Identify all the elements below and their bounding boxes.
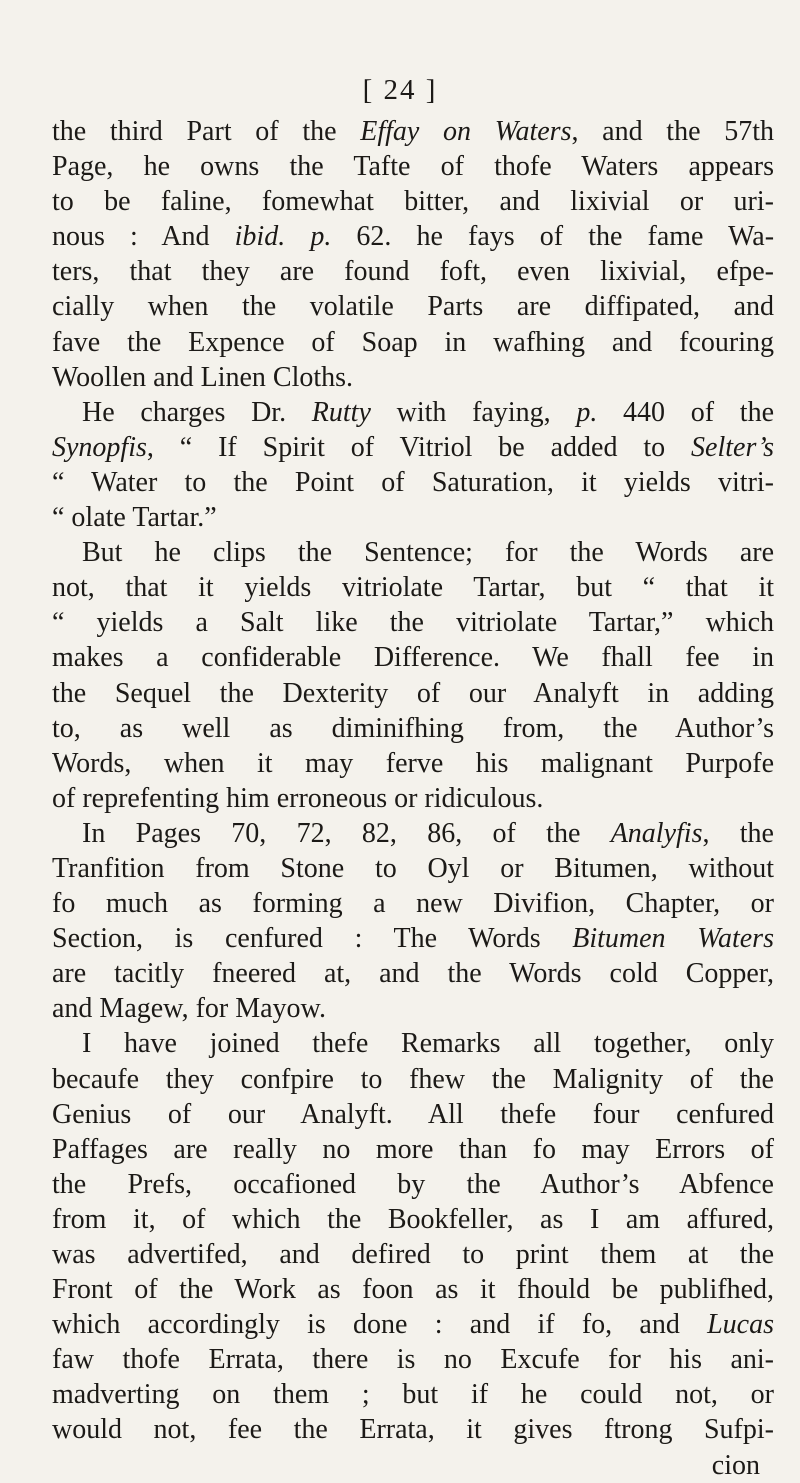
text-segment: Front of the Work as foon as it fhould be publifhed, [52, 1274, 774, 1306]
text-line [52, 1132, 774, 1167]
text-segment: , “ If Spirit of Vitriol be added to [146, 431, 692, 463]
text-segment: Effay on Waters [360, 116, 572, 147]
text-segment: to be faline, fomewhat bitter, and lixivial or uri- [52, 186, 774, 218]
text-segment: and Magew, for Mayow. [52, 993, 326, 1025]
text-line [52, 1097, 774, 1132]
text-segment: In Pages 70, 72, 82, 86, of the [82, 817, 611, 849]
text-line [52, 1062, 774, 1097]
text-segment: But he clips the Sentence; for the Words are [82, 537, 774, 569]
text-line [52, 1272, 774, 1307]
text-segment: madverting on them ; but if he could not, or [52, 1379, 774, 1411]
text-line [52, 1237, 774, 1272]
text-line [52, 781, 774, 816]
text-line [52, 1412, 774, 1447]
text-segment: He charges Dr. [82, 396, 312, 428]
text-line [52, 676, 774, 711]
text-line [52, 1307, 774, 1342]
text-line [52, 570, 774, 605]
text-segment: “ olate Tartar.” [52, 502, 217, 534]
text-segment: fo much as forming a new Divifion, Chapter, or [52, 888, 774, 920]
text-segment: of reprefenting him erroneous or ridiculous. [52, 782, 544, 814]
text-segment: Page, he owns the Tafte of thofe Waters appears [52, 151, 774, 183]
text-line [52, 746, 774, 781]
text-segment: Analyfis [610, 817, 703, 849]
text-segment: p. [576, 396, 598, 428]
text-segment: Woollen and Linen Cloths. [52, 361, 354, 393]
text-segment: with faying, [370, 396, 577, 428]
text-line [52, 816, 774, 851]
text-segment: the Prefs, occafioned by the Author’s Abfence [52, 1168, 774, 1200]
page-number: [ 24 ] [362, 74, 438, 106]
text-line [52, 184, 774, 219]
text-segment: “ Water to the Point of Saturation, it yields vitri- [52, 466, 774, 498]
text-line [52, 289, 774, 324]
text-line [52, 886, 774, 921]
text-segment: , the [702, 817, 774, 849]
text-segment: 440 of the [597, 396, 775, 428]
text-line [52, 149, 774, 184]
text-line [52, 114, 774, 149]
text-line [52, 219, 774, 254]
text-segment: fave the Expence of Soap in wafhing and fcouring [52, 326, 774, 358]
text-line [52, 640, 774, 675]
text-segment: to, as well as diminifhing from, the Author’s [52, 712, 774, 744]
body-text [52, 114, 774, 1483]
text-segment: becaufe they confpire to fhew the Malignity of the [52, 1063, 774, 1095]
text-line [52, 851, 774, 886]
text-line [52, 254, 774, 289]
text-segment: ibid. p. [234, 221, 332, 253]
text-segment: Tranfition from Stone to Oyl or Bitumen, without [52, 852, 774, 884]
text-segment: Lucas [707, 1309, 774, 1341]
text-line [52, 500, 774, 535]
text-segment: cially when the volatile Parts are diffipated, and [52, 291, 774, 323]
text-line [52, 1377, 774, 1412]
text-segment: Bitumen Waters [572, 923, 774, 955]
text-segment: Rutty [311, 396, 371, 428]
text-segment: the Sequel the Dexterity of our Analyft in adding [52, 677, 774, 709]
text-segment: I have joined thefe Remarks all together, only [82, 1028, 774, 1060]
text-line [52, 395, 774, 430]
text-segment: from it, of which the Bookfeller, as I am affured, [52, 1203, 774, 1235]
text-line [52, 711, 774, 746]
text-segment: Genius of our Analyft. All thefe four cenfured [52, 1098, 774, 1130]
text-line [52, 360, 774, 395]
text-segment: faw thofe Errata, there is no Excufe for his ani- [52, 1344, 774, 1376]
text-segment: Section, is cenfured : The Words [52, 923, 573, 955]
text-segment: are tacitly fneered at, and the Words cold Copper, [52, 958, 774, 990]
text-line [52, 1202, 774, 1237]
text-segment: makes a confiderable Difference. We fhall fee in [52, 642, 774, 674]
text-segment: cion [711, 1449, 760, 1481]
text-line [52, 956, 774, 991]
text-line [52, 465, 774, 500]
text-segment: Paffages are really no more than fo may Errors of [52, 1133, 774, 1165]
text-segment: which accordingly is done : and if fo, and [52, 1309, 708, 1341]
text-segment: Selter’s [691, 431, 774, 463]
text-segment: Synopfis [52, 431, 147, 463]
text-line [52, 1167, 774, 1202]
text-line [52, 535, 774, 570]
text-line [52, 1342, 774, 1377]
text-segment: Words, when it may ferve his malignant Purpofe [52, 747, 774, 779]
text-line [52, 325, 774, 360]
text-segment: , and the 57th [571, 116, 774, 147]
text-line [52, 991, 774, 1026]
text-segment: 62. he fays of the fame Wa- [331, 221, 775, 253]
text-segment: would not, fee the Errata, it gives ftrong Sufpi- [52, 1414, 774, 1446]
text-line [52, 921, 774, 956]
text-segment: not, that it yields vitriolate Tartar, but “ that it [52, 572, 774, 604]
text-segment: was advertifed, and defired to print them at the [52, 1239, 774, 1270]
text-line [52, 605, 774, 640]
text-line [52, 1026, 774, 1061]
text-line [52, 1448, 774, 1483]
text-segment: “ yields a Salt like the vitriolate Tartar,” which [52, 607, 774, 639]
text-segment: ters, that they are found foft, even lixivial, efpe- [52, 256, 774, 288]
text-segment: the third Part of the [52, 116, 361, 147]
text-segment: nous : And [52, 221, 235, 253]
text-line [52, 430, 774, 465]
